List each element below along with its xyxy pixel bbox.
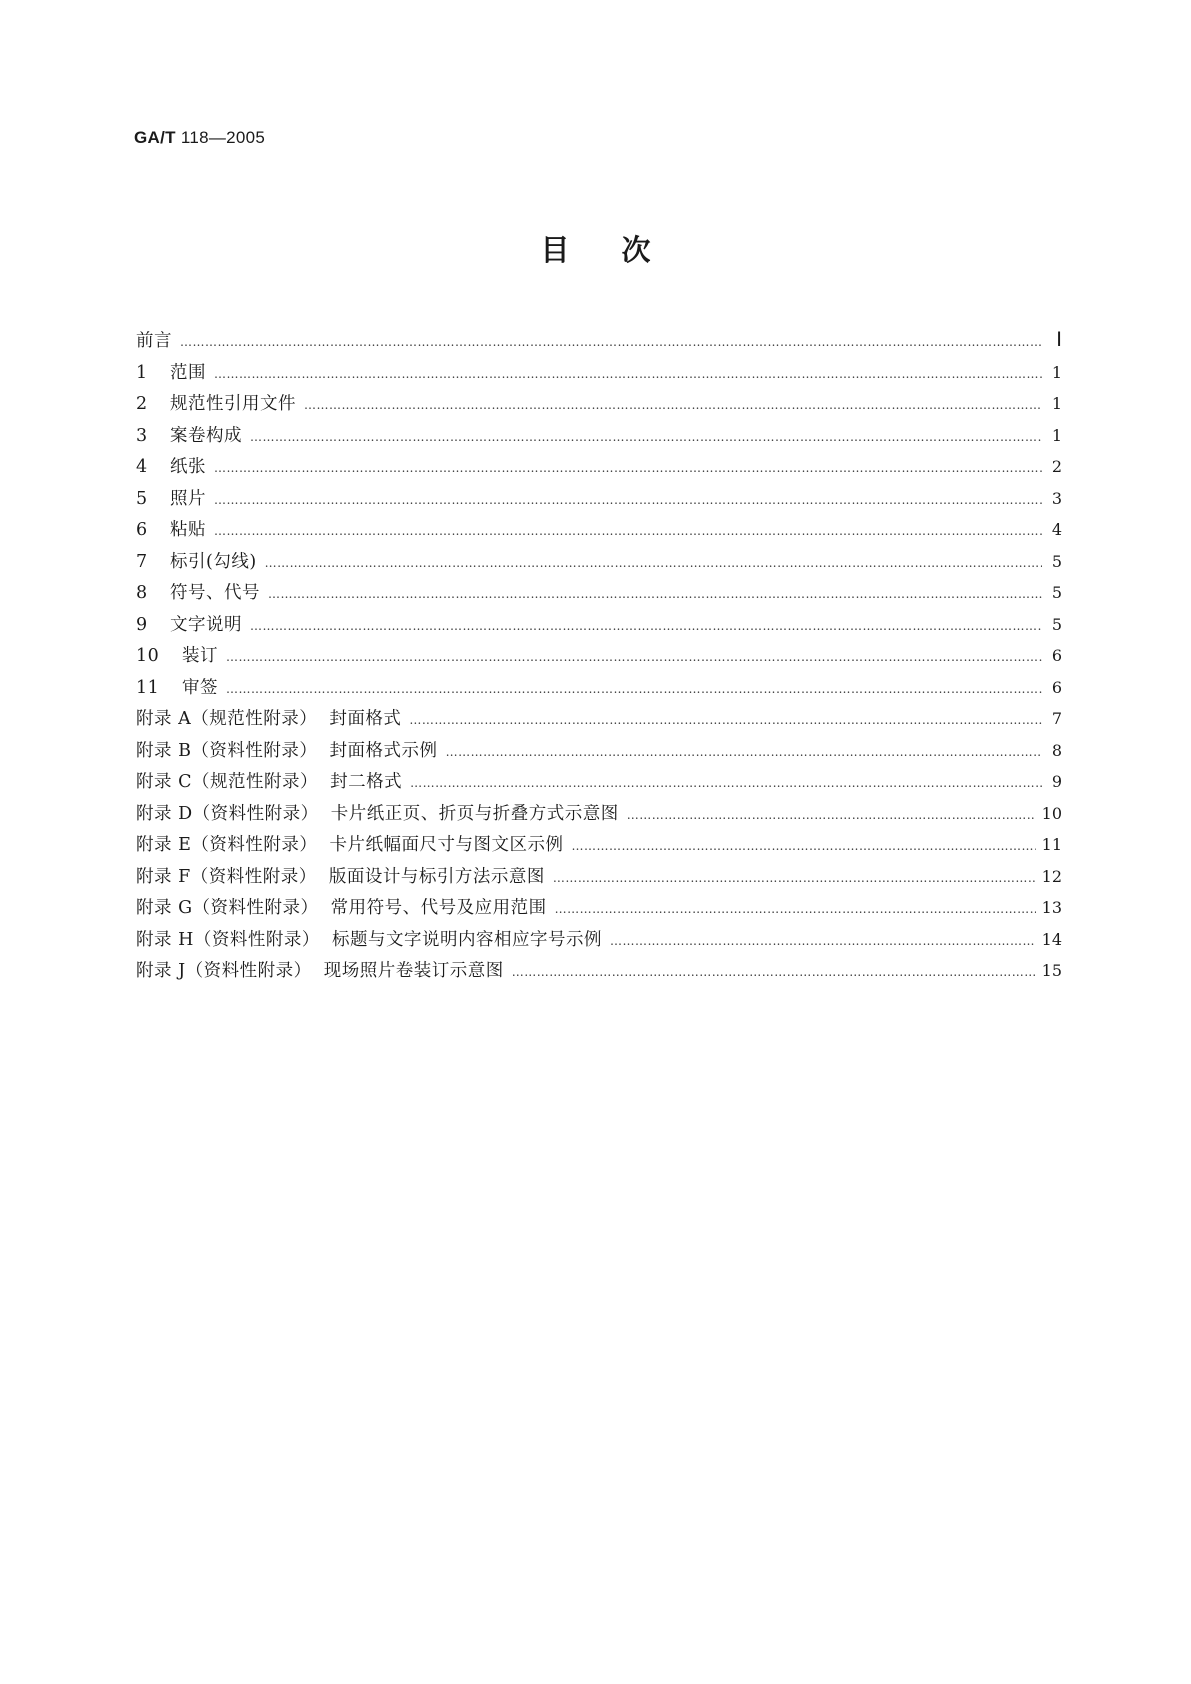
- toc-leader-dots: [409, 713, 1042, 727]
- toc-entry: [136, 453, 1062, 485]
- toc-entry-label: [136, 705, 401, 730]
- toc-entry-number: 1: [136, 362, 148, 383]
- toc-entry-number: 3: [136, 425, 148, 446]
- toc-entry-label: [136, 516, 206, 541]
- toc-entry-page: 11: [1041, 835, 1062, 854]
- toc-entry-text: 附录 E（资料性附录） 卡片纸幅面尺寸与图文区示例: [136, 835, 564, 855]
- toc-entry-text: 装订: [182, 646, 218, 666]
- toc-leader-dots: [250, 430, 1042, 444]
- toc-entry-number: 2: [136, 394, 148, 414]
- toc-entry-text: 案卷构成: [170, 425, 242, 446]
- toc-entry-number: 7: [136, 551, 148, 572]
- toc-entry: [136, 737, 1062, 769]
- toc-entry: [136, 831, 1062, 863]
- toc-leader-dots: [410, 776, 1042, 790]
- toc-entry-label: [136, 611, 242, 636]
- toc-entry: [136, 800, 1062, 832]
- toc-leader-dots: [268, 587, 1042, 601]
- toc-entry-text: 文字说明: [170, 614, 242, 635]
- toc-leader-dots: [214, 493, 1042, 507]
- toc-entry-number: 9: [136, 614, 148, 635]
- toc-entry-label: [136, 453, 206, 478]
- toc-entry-number: 5: [136, 488, 148, 509]
- toc-entry-page: 5: [1051, 614, 1062, 634]
- toc-entry-page: Ⅰ: [1056, 329, 1062, 351]
- toc-entry-text: 附录 B（资料性附录） 封面格式示例: [136, 740, 438, 761]
- toc-entry: [136, 611, 1062, 643]
- toc-leader-dots: [265, 556, 1042, 570]
- toc-entry-label: [136, 674, 218, 699]
- toc-entry-page: 15: [1041, 961, 1062, 980]
- toc-leader-dots: [553, 871, 1036, 885]
- toc-entry-page: 7: [1051, 709, 1062, 728]
- toc-entry: [136, 642, 1062, 674]
- toc-entry: [136, 548, 1062, 580]
- toc-entry-page: 2: [1051, 457, 1062, 476]
- toc-entry-page: 1: [1051, 425, 1062, 445]
- toc-entry-label: [136, 737, 438, 762]
- toc-entry-page: 8: [1051, 740, 1062, 760]
- toc-entry-page: 5: [1051, 583, 1062, 602]
- toc-leader-dots: [555, 902, 1036, 916]
- toc-entry-label: [136, 642, 218, 667]
- toc-entry-text: 纸张: [170, 457, 206, 477]
- toc-entry-number: 8: [136, 583, 148, 603]
- toc-entry-page: 1: [1051, 394, 1062, 413]
- toc-leader-dots: [226, 650, 1042, 664]
- toc-entry: [136, 674, 1062, 706]
- toc-entry-page: 6: [1051, 677, 1062, 697]
- toc-leader-dots: [446, 745, 1042, 759]
- toc-entry: [136, 579, 1062, 611]
- toc-entry: [136, 516, 1062, 548]
- toc-entry-page: 10: [1041, 803, 1062, 823]
- toc-entry-page: 3: [1051, 488, 1062, 508]
- toc-entry-text: 审签: [182, 677, 218, 698]
- toc-entry-page: 14: [1041, 929, 1062, 949]
- toc-leader-dots: [627, 808, 1036, 822]
- page-title: 目次: [540, 233, 703, 267]
- toc-leader-dots: [180, 335, 1042, 349]
- toc-leader-dots: [571, 839, 1035, 853]
- toc-leader-dots: [226, 682, 1042, 696]
- toc-entry-page: 5: [1051, 551, 1062, 571]
- toc-entry: [136, 422, 1062, 454]
- toc-leader-dots: [214, 524, 1042, 538]
- toc-entry-label: [136, 359, 206, 384]
- toc-entry: [136, 926, 1062, 958]
- toc-entry-label: [136, 768, 402, 793]
- toc-entry-label: [136, 831, 563, 856]
- toc-entry: [136, 359, 1062, 391]
- standard-code: [134, 128, 265, 148]
- toc-entry: [136, 768, 1062, 800]
- toc-entry-label: [136, 422, 242, 447]
- toc-leader-dots: [214, 367, 1042, 381]
- toc-leader-dots: [610, 934, 1036, 948]
- toc-entry: [136, 390, 1062, 422]
- toc-entry-label: [136, 800, 619, 825]
- toc-entry-label: [136, 957, 504, 982]
- standard-prefix: GA/T: [134, 128, 176, 147]
- toc-entry-number: 11: [136, 677, 160, 698]
- toc-entry-text: 附录 A（规范性附录） 封面格式: [136, 709, 402, 729]
- toc-entry-page: 12: [1041, 866, 1062, 886]
- standard-number: 118—2005: [175, 128, 266, 147]
- toc-entry-label: [136, 926, 602, 951]
- toc-entry: [136, 894, 1062, 926]
- toc-entry: [136, 957, 1062, 989]
- toc-entry-label: [136, 579, 260, 604]
- toc-entry: [136, 327, 1062, 359]
- toc-entry-text: 附录 H（资料性附录） 标题与文字说明内容相应字号示例: [136, 929, 602, 950]
- toc-entry-text: 附录 J（资料性附录） 现场照片卷装订示意图: [136, 961, 504, 981]
- toc-entry-text: 附录 D（资料性附录） 卡片纸正页、折页与折叠方式示意图: [136, 803, 619, 824]
- toc-entry-text: 粘贴: [170, 520, 206, 540]
- toc-entry-page: 4: [1051, 520, 1062, 539]
- toc-entry-number: 4: [136, 457, 148, 477]
- toc-entry-label: [136, 863, 545, 888]
- toc-leader-dots: [250, 619, 1042, 633]
- toc-entry-label: [136, 390, 296, 415]
- toc-entry-label: [136, 894, 547, 919]
- toc-entry: [136, 705, 1062, 737]
- toc-entry-label: [136, 485, 206, 510]
- toc-entry-text: 范围: [170, 362, 206, 383]
- toc-entry-text: 附录 G（资料性附录） 常用符号、代号及应用范围: [136, 898, 547, 918]
- toc-entry-label: [136, 548, 257, 573]
- toc-entry-label: [136, 327, 172, 352]
- toc-entry-page: 1: [1051, 362, 1062, 382]
- toc-entry-page: 9: [1051, 772, 1062, 791]
- toc-entry-page: 6: [1051, 646, 1062, 665]
- table-of-contents: [136, 327, 1062, 989]
- toc-entry-text: 附录 C（规范性附录） 封二格式: [136, 772, 403, 792]
- toc-entry-text: 前言: [136, 331, 172, 351]
- toc-entry-text: 附录 F（资料性附录） 版面设计与标引方法示意图: [136, 866, 545, 887]
- toc-entry-text: 符号、代号: [170, 583, 260, 603]
- toc-leader-dots: [512, 965, 1036, 979]
- toc-leader-dots: [304, 398, 1042, 412]
- toc-entry-text: 规范性引用文件: [170, 394, 296, 414]
- toc-entry-number: 10: [136, 646, 160, 666]
- toc-entry-page: 13: [1041, 898, 1062, 917]
- toc-entry-text: 标引(勾线): [170, 551, 257, 572]
- toc-entry-number: 6: [136, 520, 148, 540]
- toc-entry: [136, 863, 1062, 895]
- toc-leader-dots: [214, 461, 1042, 475]
- toc-entry: [136, 485, 1062, 517]
- toc-entry-text: 照片: [170, 488, 206, 509]
